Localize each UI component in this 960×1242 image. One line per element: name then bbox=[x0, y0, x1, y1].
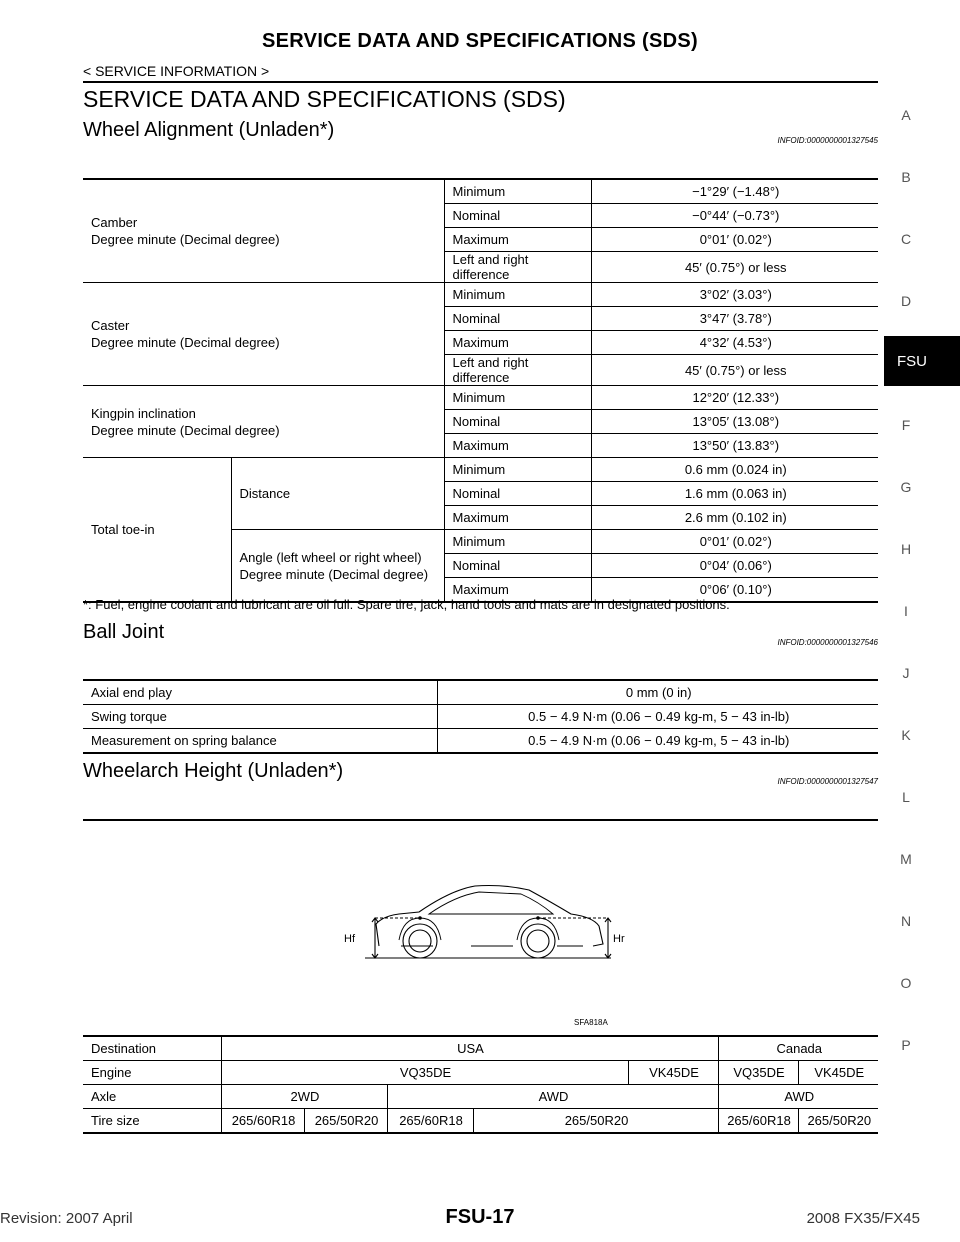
car-side-diagram bbox=[83, 822, 878, 1034]
destination-usa: USA bbox=[221, 1036, 718, 1061]
spec-value: 45′ (0.75°) or less bbox=[591, 252, 878, 283]
side-index-letter[interactable]: M bbox=[900, 851, 912, 867]
spec-item: Nominal bbox=[444, 410, 591, 434]
axle-label: Axle bbox=[83, 1085, 221, 1109]
wheel-alignment-table bbox=[83, 178, 878, 603]
section-title: Wheel Alignment (Unladen*) bbox=[83, 119, 335, 141]
tire-cell: 265/60R18 bbox=[221, 1109, 304, 1134]
tire-cell: 265/60R18 bbox=[718, 1109, 798, 1134]
spec-value: 0°06′ (0.10°) bbox=[591, 578, 878, 603]
spec-value: 12°20′ (12.33°) bbox=[591, 386, 878, 410]
spec-value: 0.5 − 4.9 N·m (0.06 − 0.49 kg-m, 5 − 43 in-lb) bbox=[437, 705, 878, 729]
info-id: INFOID:0000000001327547 bbox=[777, 777, 878, 786]
footer-model: 2008 FX35/FX45 bbox=[806, 1210, 920, 1227]
side-index-letter[interactable]: I bbox=[904, 603, 908, 619]
spec-item: Maximum bbox=[444, 228, 591, 252]
spec-item: Left and right difference bbox=[444, 252, 591, 283]
spec-value: 45′ (0.75°) or less bbox=[591, 355, 878, 386]
tire-cell: 265/50R20 bbox=[798, 1109, 878, 1134]
table-row bbox=[83, 386, 878, 410]
spec-value: 13°05′ (13.08°) bbox=[591, 410, 878, 434]
side-index-letter[interactable]: F bbox=[901, 417, 911, 433]
spec-item: Maximum bbox=[444, 331, 591, 355]
footer-page-number: FSU-17 bbox=[445, 1206, 515, 1228]
destination-canada: Canada bbox=[718, 1036, 878, 1061]
engine-cell: VQ35DE bbox=[718, 1061, 798, 1085]
spec-value: 1.6 mm (0.063 in) bbox=[591, 482, 878, 506]
spec-item: Nominal bbox=[444, 204, 591, 228]
table-row bbox=[83, 283, 878, 307]
side-index-letter[interactable]: O bbox=[900, 975, 912, 991]
table-row bbox=[83, 1061, 878, 1085]
ball-joint-heading bbox=[83, 621, 878, 651]
wheelarch-heading bbox=[83, 760, 878, 790]
figure-label-front: Hf bbox=[344, 933, 355, 945]
side-index-letter[interactable]: D bbox=[900, 293, 912, 309]
section-title: Wheelarch Height (Unladen*) bbox=[83, 760, 344, 782]
axle-cell: 2WD bbox=[221, 1085, 387, 1109]
table-row bbox=[83, 179, 878, 204]
footnote: *: Fuel, engine coolant and lubricant are oil full. Spare tire, jack, hand tools and mats are in designated positions. bbox=[83, 597, 730, 612]
spec-item: Maximum bbox=[444, 434, 591, 458]
spec-value: 0°04′ (0.06°) bbox=[591, 554, 878, 578]
side-index-letter[interactable]: A bbox=[901, 107, 911, 123]
spec-item: Maximum bbox=[444, 506, 591, 530]
table-row bbox=[83, 705, 878, 729]
destination-label: Destination bbox=[83, 1036, 221, 1061]
ball-joint-table bbox=[83, 679, 878, 754]
info-id: INFOID:0000000001327546 bbox=[777, 638, 878, 647]
side-index-letter[interactable]: L bbox=[902, 789, 910, 805]
kingpin-label: Kingpin inclination Degree minute (Decimal degree) bbox=[83, 386, 444, 458]
figure-code: SFA818A bbox=[574, 1018, 608, 1027]
side-index-letter[interactable]: G bbox=[900, 479, 912, 495]
axle-cell: AWD bbox=[387, 1085, 718, 1109]
spec-item: Maximum bbox=[444, 578, 591, 603]
side-index-letter[interactable]: B bbox=[901, 169, 911, 185]
header-divider bbox=[83, 81, 878, 83]
axle-cell: AWD bbox=[718, 1085, 878, 1109]
spec-item: Axial end play bbox=[83, 680, 437, 705]
spec-value: 0°01′ (0.02°) bbox=[591, 530, 878, 554]
spec-value: −0°44′ (−0.73°) bbox=[591, 204, 878, 228]
side-index-active-tab[interactable]: FSU bbox=[884, 336, 960, 386]
spec-item: Swing torque bbox=[83, 705, 437, 729]
running-head-title: SERVICE DATA AND SPECIFICATIONS (SDS) bbox=[262, 30, 698, 52]
figure-divider bbox=[83, 819, 878, 821]
spec-item: Minimum bbox=[444, 530, 591, 554]
figure-label-rear: Hr bbox=[613, 933, 625, 945]
info-id: INFOID:0000000001327545 bbox=[777, 136, 878, 145]
spec-item: Minimum bbox=[444, 386, 591, 410]
camber-label: Camber Degree minute (Decimal degree) bbox=[83, 179, 444, 283]
spec-item: Minimum bbox=[444, 179, 591, 204]
spec-item: Minimum bbox=[444, 283, 591, 307]
table-row bbox=[83, 1036, 878, 1061]
tire-cell: 265/60R18 bbox=[387, 1109, 473, 1134]
wheel-alignment-heading bbox=[83, 119, 878, 149]
spec-value: 0.6 mm (0.024 in) bbox=[591, 458, 878, 482]
tire-label: Tire size bbox=[83, 1109, 221, 1134]
side-index-letter[interactable]: N bbox=[900, 913, 912, 929]
table-row bbox=[83, 729, 878, 754]
toe-angle-label: Angle (left wheel or right wheel) Degree minute (Decimal degree) bbox=[231, 530, 444, 603]
tire-cell: 265/50R20 bbox=[473, 1109, 718, 1134]
table-row bbox=[83, 1109, 878, 1134]
engine-cell: VQ35DE bbox=[221, 1061, 628, 1085]
spec-value: 0°01′ (0.02°) bbox=[591, 228, 878, 252]
side-index-letter[interactable]: C bbox=[900, 231, 912, 247]
spec-value: 3°02′ (3.03°) bbox=[591, 283, 878, 307]
toe-in-label: Total toe-in bbox=[83, 458, 231, 603]
table-row bbox=[83, 1085, 878, 1109]
spec-value: 0.5 − 4.9 N·m (0.06 − 0.49 kg-m, 5 − 43 in-lb) bbox=[437, 729, 878, 754]
engine-label: Engine bbox=[83, 1061, 221, 1085]
tire-cell: 265/50R20 bbox=[304, 1109, 387, 1134]
caster-label: Caster Degree minute (Decimal degree) bbox=[83, 283, 444, 386]
wheelarch-figure bbox=[83, 822, 878, 1034]
table-row bbox=[83, 458, 878, 482]
page-title: SERVICE DATA AND SPECIFICATIONS (SDS) bbox=[83, 86, 566, 112]
breadcrumb: < SERVICE INFORMATION > bbox=[83, 63, 270, 79]
spec-value: 2.6 mm (0.102 in) bbox=[591, 506, 878, 530]
spec-item: Nominal bbox=[444, 307, 591, 331]
spec-item: Left and right difference bbox=[444, 355, 591, 386]
footer-revision: Revision: 2007 April bbox=[0, 1210, 133, 1227]
spec-item: Nominal bbox=[444, 482, 591, 506]
spec-value: 3°47′ (3.78°) bbox=[591, 307, 878, 331]
side-index-letter[interactable]: P bbox=[901, 1037, 911, 1053]
spec-item: Minimum bbox=[444, 458, 591, 482]
engine-cell: VK45DE bbox=[798, 1061, 878, 1085]
spec-value: 4°32′ (4.53°) bbox=[591, 331, 878, 355]
side-index-letter[interactable]: J bbox=[902, 665, 910, 681]
section-title: Ball Joint bbox=[83, 621, 165, 643]
engine-cell: VK45DE bbox=[628, 1061, 718, 1085]
spec-item: Measurement on spring balance bbox=[83, 729, 437, 754]
spec-value: −1°29′ (−1.48°) bbox=[591, 179, 878, 204]
spec-item: Nominal bbox=[444, 554, 591, 578]
side-index-letter[interactable]: H bbox=[900, 541, 912, 557]
spec-value: 13°50′ (13.83°) bbox=[591, 434, 878, 458]
side-index-letter[interactable]: K bbox=[901, 727, 911, 743]
wheelarch-table bbox=[83, 1035, 878, 1134]
table-row bbox=[83, 680, 878, 705]
spec-value: 0 mm (0 in) bbox=[437, 680, 878, 705]
toe-distance-label: Distance bbox=[231, 458, 444, 530]
